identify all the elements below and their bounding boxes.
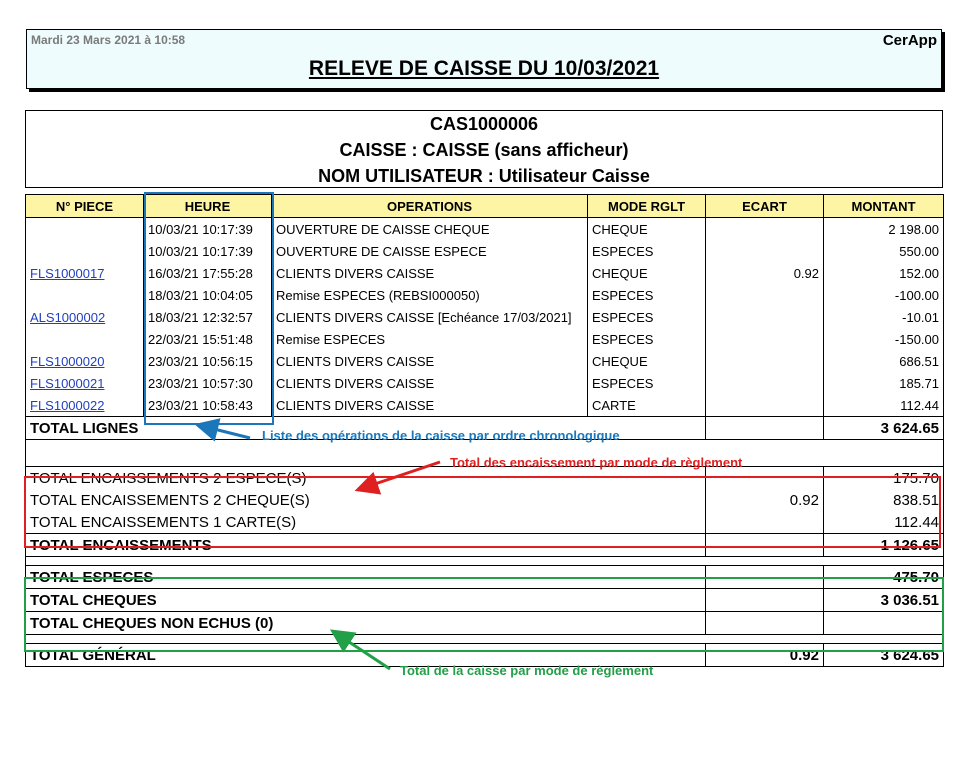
piece-link[interactable]: FLS1000020 <box>30 353 105 369</box>
total-general-label: TOTAL GÉNÉRAL <box>26 644 706 667</box>
cell-operation: OUVERTURE DE CAISSE CHEQUE <box>272 218 588 241</box>
cell-operation: CLIENTS DIVERS CAISSE <box>272 394 588 417</box>
piece-link[interactable]: FLS1000017 <box>30 265 105 281</box>
total-lignes-label: TOTAL LIGNES <box>26 417 706 440</box>
col-header-operations: OPERATIONS <box>272 195 588 218</box>
col-header-montant: MONTANT <box>824 195 944 218</box>
total-especes-label: TOTAL ESPECES <box>26 566 706 589</box>
report-title: RELEVE DE CAISSE DU 10/03/2021 <box>308 57 660 80</box>
cell-montant: 2 198.00 <box>824 218 944 241</box>
cell-mode: ESPECES <box>588 306 706 328</box>
cell-heure: 22/03/21 15:51:48 <box>144 328 272 350</box>
cell-operation: CLIENTS DIVERS CAISSE <box>272 350 588 372</box>
total-encaissements-label: TOTAL ENCAISSEMENTS <box>26 534 706 557</box>
cell-montant: 112.44 <box>824 394 944 417</box>
caisse-name: CAISSE : CAISSE (sans afficheur) <box>339 140 629 160</box>
cell-heure: 23/03/21 10:57:30 <box>144 372 272 394</box>
cell-operation: Remise ESPECES (REBSI000050) <box>272 284 588 306</box>
piece-link[interactable]: FLS1000021 <box>30 375 105 391</box>
cell-mode: CHEQUE <box>588 218 706 241</box>
cell-montant: -10.01 <box>824 306 944 328</box>
total-especes-montant: 475.70 <box>824 566 944 589</box>
arrow-red <box>366 462 440 487</box>
cell-heure: 10/03/21 10:17:39 <box>144 218 272 241</box>
cell-heure: 10/03/21 10:17:39 <box>144 240 272 262</box>
cell-mode: CHEQUE <box>588 262 706 284</box>
cell-operation: CLIENTS DIVERS CAISSE <box>272 372 588 394</box>
cell-heure: 23/03/21 10:58:43 <box>144 394 272 417</box>
enc-cheques-montant: 838.51 <box>824 489 944 511</box>
print-date: Mardi 23 Mars 2021 à 10:58 <box>31 33 186 47</box>
cell-montant: 686.51 <box>824 350 944 372</box>
cell-heure: 23/03/21 10:56:15 <box>144 350 272 372</box>
annotation-green: Total de la caisse par mode de règlement <box>400 663 654 678</box>
annotation-blue: Liste des opérations de la caisse par ordre chronologique <box>262 428 620 443</box>
cell-montant: 550.00 <box>824 240 944 262</box>
cell-operation: CLIENTS DIVERS CAISSE [Echéance 17/03/2021] <box>272 306 588 328</box>
enc-cheques-label: TOTAL ENCAISSEMENTS 2 CHEQUE(S) <box>26 489 706 511</box>
piece-link[interactable]: ALS1000002 <box>30 309 106 325</box>
app-name: CerApp <box>882 32 937 49</box>
col-header-ecart: ECART <box>706 195 824 218</box>
cell-mode: ESPECES <box>588 240 706 262</box>
enc-carte-montant: 112.44 <box>824 511 944 534</box>
cell-heure: 16/03/21 17:55:28 <box>144 262 272 284</box>
cell-mode: CHEQUE <box>588 350 706 372</box>
total-general-ecart: 0.92 <box>706 644 824 667</box>
col-header-mode: MODE RGLT <box>588 195 706 218</box>
col-header-piece: N° PIECE <box>26 195 144 218</box>
total-cheques-label: TOTAL CHEQUES <box>26 589 706 612</box>
cell-ecart: 0.92 <box>706 262 824 284</box>
arrow-blue <box>206 427 250 438</box>
cell-operation: OUVERTURE DE CAISSE ESPECE <box>272 240 588 262</box>
cell-operation: CLIENTS DIVERS CAISSE <box>272 262 588 284</box>
cell-montant: 185.71 <box>824 372 944 394</box>
piece-link[interactable]: FLS1000022 <box>30 397 105 413</box>
arrow-green <box>340 636 390 669</box>
cell-mode: ESPECES <box>588 284 706 306</box>
cell-mode: ESPECES <box>588 328 706 350</box>
cell-montant: -150.00 <box>824 328 944 350</box>
annotation-red: Total des encaissement par mode de règlement <box>450 455 743 470</box>
caisse-code: CAS1000006 <box>429 114 539 134</box>
enc-especes-montant: 175.70 <box>824 467 944 490</box>
cell-mode: ESPECES <box>588 372 706 394</box>
enc-cheques-ecart: 0.92 <box>706 489 824 511</box>
total-encaissements-montant: 1 126.65 <box>824 534 944 557</box>
caisse-user: NOM UTILISATEUR : Utilisateur Caisse <box>318 166 650 186</box>
cell-heure: 18/03/21 12:32:57 <box>144 306 272 328</box>
cell-heure: 18/03/21 10:04:05 <box>144 284 272 306</box>
cell-montant: 152.00 <box>824 262 944 284</box>
cell-mode: CARTE <box>588 394 706 417</box>
enc-especes-label: TOTAL ENCAISSEMENTS 2 ESPECE(S) <box>26 467 706 490</box>
total-general-montant: 3 624.65 <box>824 644 944 667</box>
cell-operation: Remise ESPECES <box>272 328 588 350</box>
total-lignes-montant: 3 624.65 <box>824 417 944 440</box>
cell-montant: -100.00 <box>824 284 944 306</box>
total-cheques-montant: 3 036.51 <box>824 589 944 612</box>
total-non-echus-label: TOTAL CHEQUES NON ECHUS (0) <box>26 612 706 635</box>
enc-carte-label: TOTAL ENCAISSEMENTS 1 CARTE(S) <box>26 511 706 534</box>
col-header-heure: HEURE <box>144 195 272 218</box>
